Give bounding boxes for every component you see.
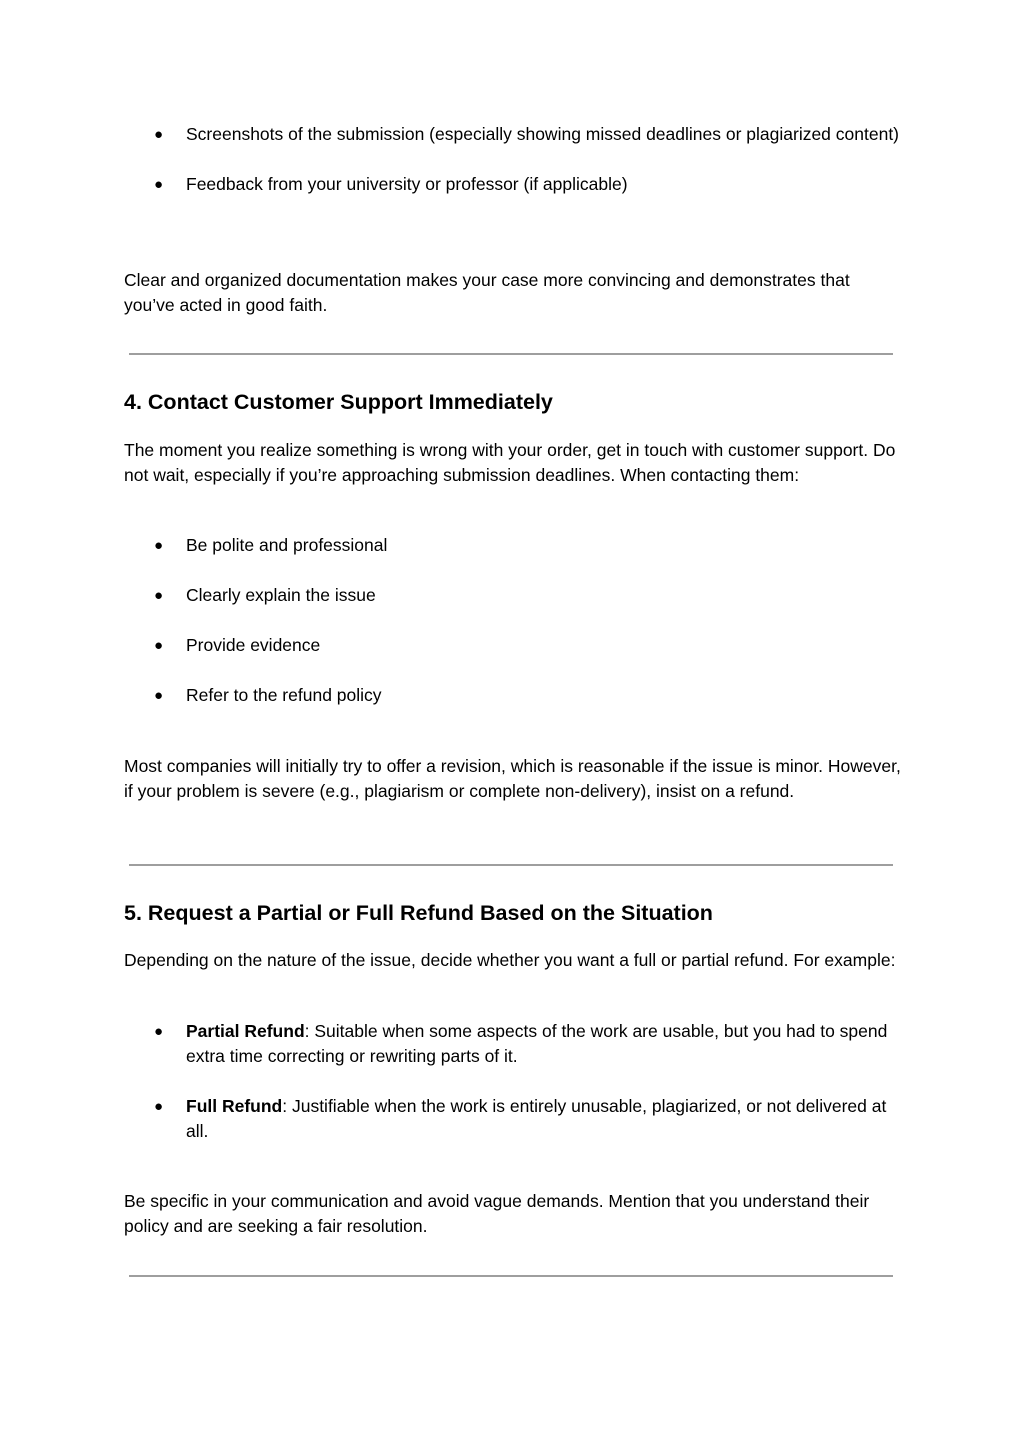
list-item-term: Partial Refund [186, 1021, 305, 1041]
list-item-text: Refer to the refund policy [186, 685, 382, 705]
list-item-description: : Justifiable when the work is entirely unusable, plagiarized, or not delivered at all. [186, 1096, 887, 1141]
list-item-text: Clearly explain the issue [186, 585, 376, 605]
documentation-paragraph-block [124, 268, 904, 318]
section-divider [129, 1275, 893, 1277]
section-4-heading: 4. Contact Customer Support Immediately [124, 390, 553, 414]
section-divider [129, 353, 893, 355]
list-item-text: Feedback from your university or professor (if applicable) [186, 174, 628, 194]
list-item-text: Provide evidence [186, 635, 321, 655]
section-divider [129, 864, 893, 866]
section-5-heading: 5. Request a Partial or Full Refund Based on the Situation [124, 901, 713, 925]
list-item [124, 1094, 904, 1144]
bullet-icon: ● [154, 1098, 164, 1115]
section-5-intro: Depending on the nature of the issue, decide whether you want a full or partial refund. For example: [124, 950, 896, 970]
list-item-text [186, 1096, 886, 1141]
list-item [124, 1019, 904, 1069]
section-5-closing: Be specific in your communication and avoid vague demands. Mention that you understand their policy and are seeking a fair resolution. [124, 1191, 870, 1236]
bullet-icon: ● [154, 687, 164, 704]
list-item [124, 683, 904, 708]
list-item [124, 583, 904, 608]
section-5-heading-block [124, 899, 904, 927]
section-5-intro-block [124, 948, 904, 973]
section-4-closing: Most companies will initially try to offer a revision, which is reasonable if the issue is minor. However, if your problem is severe (e.g., plagiarism or complete non-delivery), insist on a refund. [124, 756, 901, 801]
list-item [124, 633, 904, 658]
section-4-heading-block [124, 388, 904, 416]
bullet-icon: ● [154, 537, 164, 554]
bullet-icon: ● [154, 637, 164, 654]
bullet-icon: ● [154, 1023, 164, 1040]
list-item [124, 122, 904, 147]
section-5-list [124, 1019, 904, 1144]
evidence-list [124, 122, 904, 197]
bullet-icon: ● [154, 176, 164, 193]
list-item-description: : Suitable when some aspects of the work are usable, but you had to spend extra time correcting or rewriting parts of it. [186, 1021, 888, 1066]
section-4-closing-block [124, 754, 904, 804]
list-item-text [186, 1021, 887, 1066]
list-item [124, 172, 904, 197]
list-item [124, 533, 904, 558]
list-item-term: Full Refund [186, 1096, 283, 1116]
section-4-list [124, 533, 904, 708]
list-item-text: Screenshots of the submission (especially showing missed deadlines or plagiarized content) [186, 124, 900, 144]
documentation-paragraph: Clear and organized documentation makes your case more convincing and demonstrates that you’ve acted in good faith. [124, 270, 850, 315]
bullet-icon: ● [154, 587, 164, 604]
bullet-icon: ● [154, 126, 164, 143]
list-item-text: Be polite and professional [186, 535, 388, 555]
section-5-closing-block [124, 1189, 904, 1239]
section-4-intro-block [124, 438, 904, 488]
section-4-intro: The moment you realize something is wrong with your order, get in touch with customer support. Do not wait, especially if you’re approaching submission deadlines. When contacting them: [124, 440, 896, 485]
